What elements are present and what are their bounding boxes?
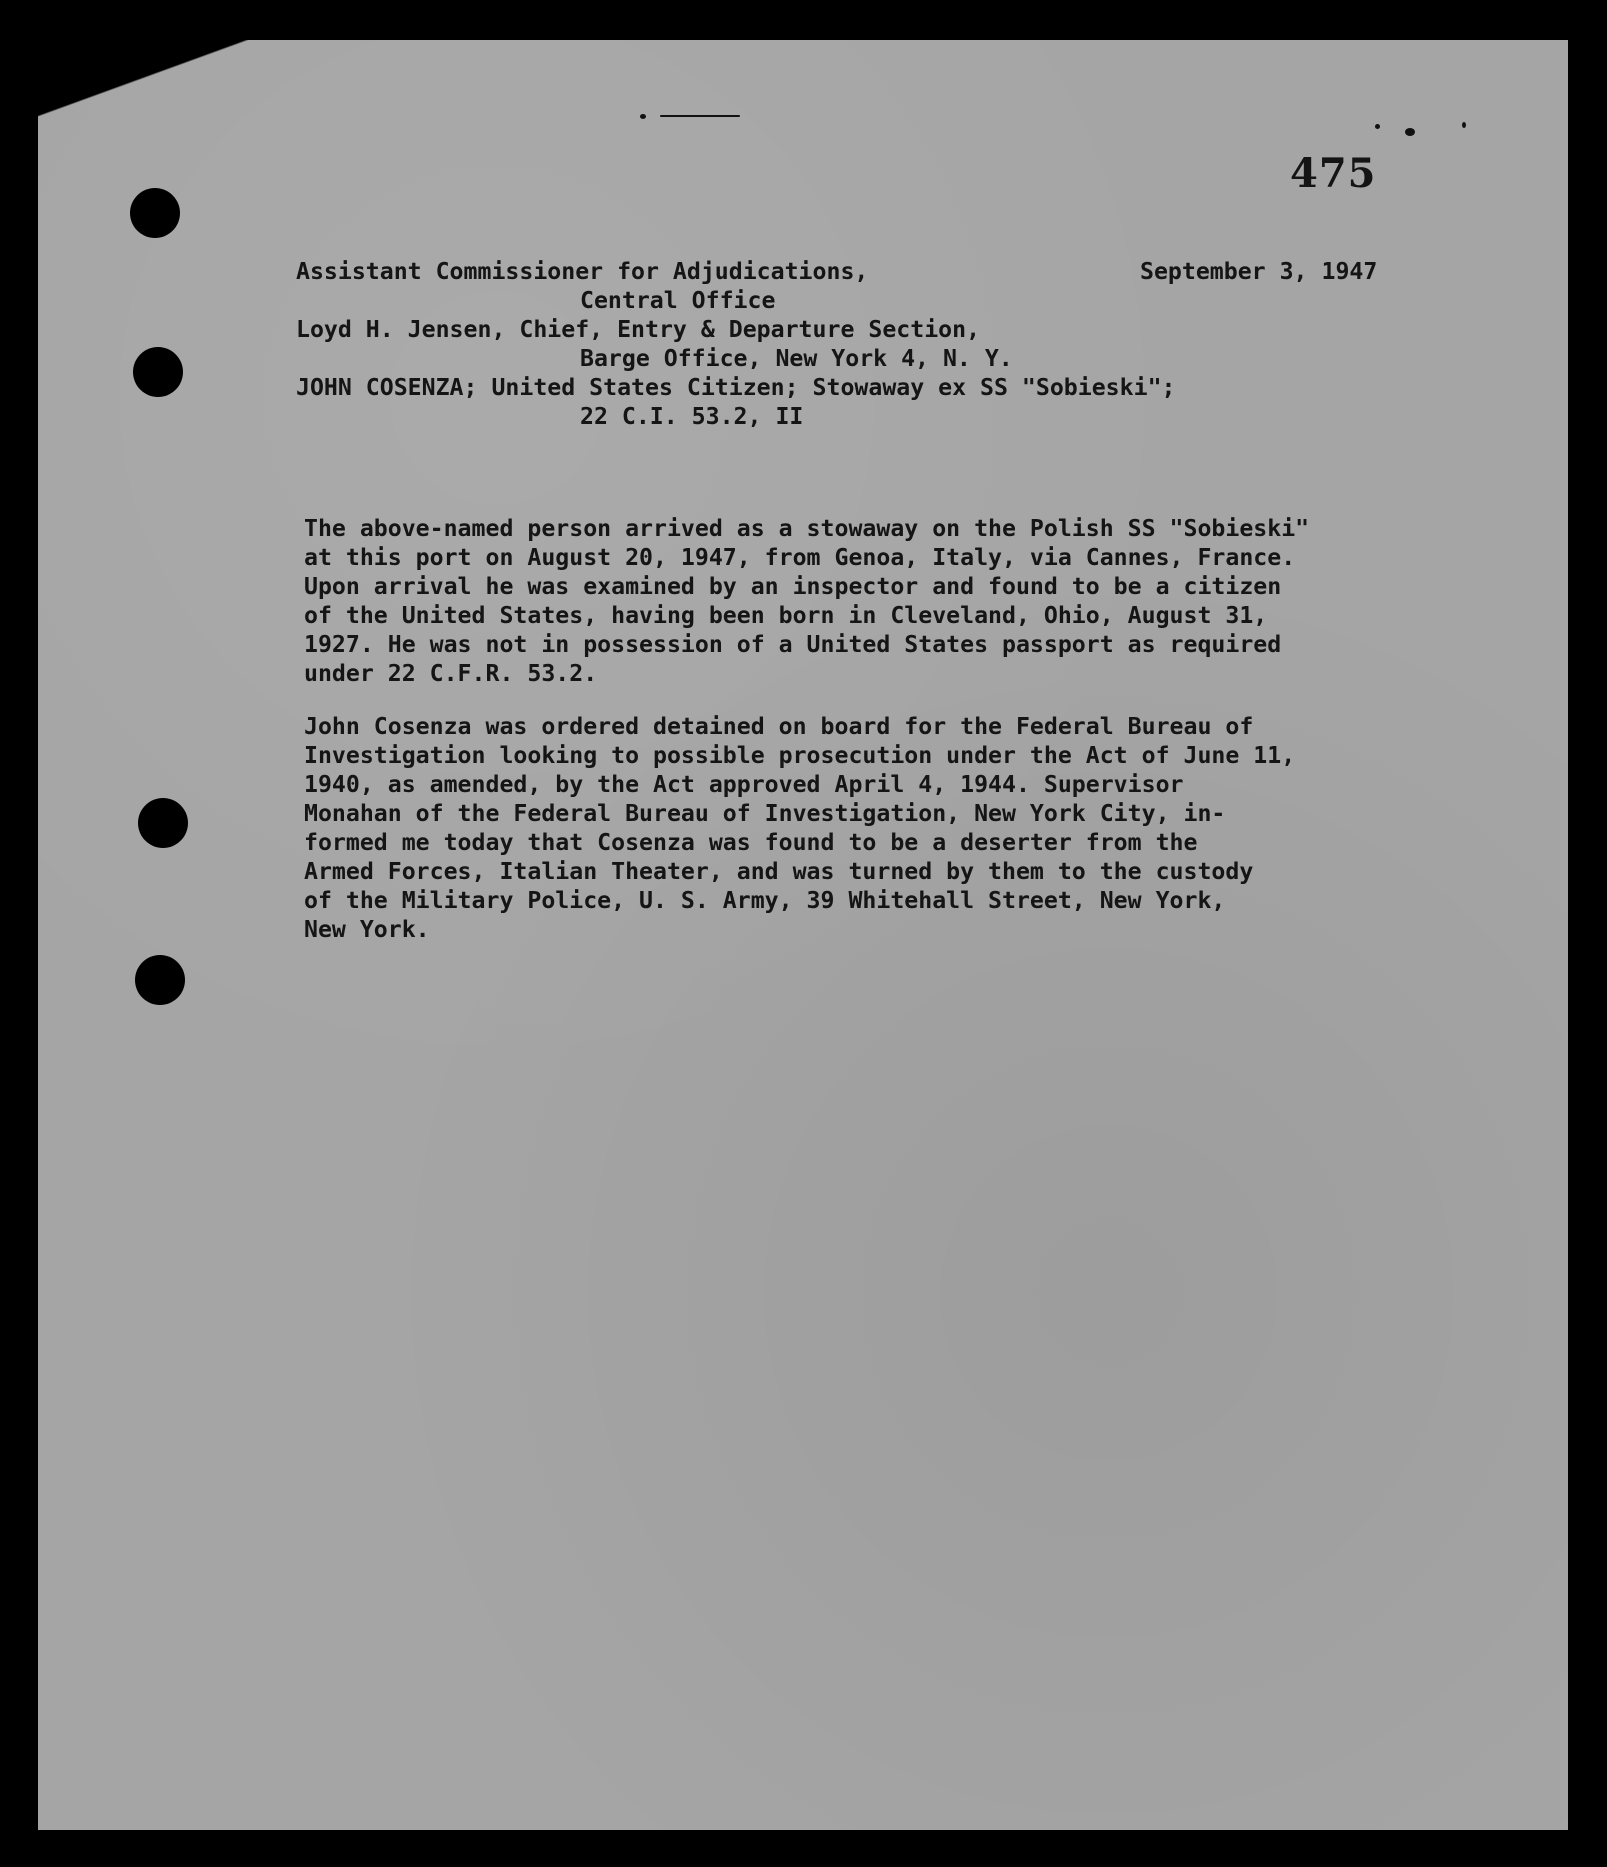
- ink-speck: [1375, 124, 1380, 129]
- body-line: formed me today that Cosenza was found to be a deserter from the: [304, 829, 1198, 856]
- punch-hole: [133, 347, 183, 397]
- body-line: The above-named person arrived as a stowaway on the Polish SS "Sobieski": [304, 515, 1310, 542]
- body-line: John Cosenza was ordered detained on board for the Federal Bureau of: [304, 713, 1254, 740]
- ink-speck: [1462, 122, 1466, 128]
- body-line: Investigation looking to possible prosecution under the Act of June 11,: [304, 742, 1296, 769]
- body-line: 1940, as amended, by the Act approved April 4, 1944. Supervisor: [304, 771, 1184, 798]
- page-number: 475: [1290, 150, 1377, 197]
- body-line: Upon arrival he was examined by an inspector and found to be a citizen: [304, 573, 1282, 600]
- ink-speck: [1405, 128, 1415, 136]
- document-page: [38, 40, 1568, 1830]
- punch-hole: [135, 955, 185, 1005]
- from-line: Loyd H. Jensen, Chief, Entry & Departure Section,: [296, 316, 981, 343]
- letter-date: September 3, 1947: [1140, 258, 1378, 285]
- body-line: 1927. He was not in possession of a United States passport as required: [304, 631, 1282, 658]
- body-line: of the United States, having been born in Cleveland, Ohio, August 31,: [304, 602, 1268, 629]
- torn-corner: [38, 40, 278, 120]
- body-line: at this port on August 20, 1947, from Genoa, Italy, via Cannes, France.: [304, 544, 1296, 571]
- to-line-continued: Central Office: [580, 287, 776, 314]
- punch-hole: [138, 798, 188, 848]
- ink-speck: [660, 115, 740, 117]
- body-line: under 22 C.F.R. 53.2.: [304, 660, 598, 687]
- to-line: Assistant Commissioner for Adjudications,: [296, 258, 869, 285]
- subject-line-continued: 22 C.I. 53.2, II: [580, 403, 804, 430]
- body-line: Monahan of the Federal Bureau of Investigation, New York City, in-: [304, 800, 1226, 827]
- punch-hole: [130, 188, 180, 238]
- ink-speck: [640, 114, 646, 119]
- body-line: New York.: [304, 916, 430, 943]
- body-line: of the Military Police, U. S. Army, 39 Whitehall Street, New York,: [304, 887, 1226, 914]
- from-line-continued: Barge Office, New York 4, N. Y.: [580, 345, 1013, 372]
- subject-line: JOHN COSENZA; United States Citizen; Stowaway ex SS "Sobieski";: [296, 374, 1176, 401]
- body-line: Armed Forces, Italian Theater, and was turned by them to the custody: [304, 858, 1254, 885]
